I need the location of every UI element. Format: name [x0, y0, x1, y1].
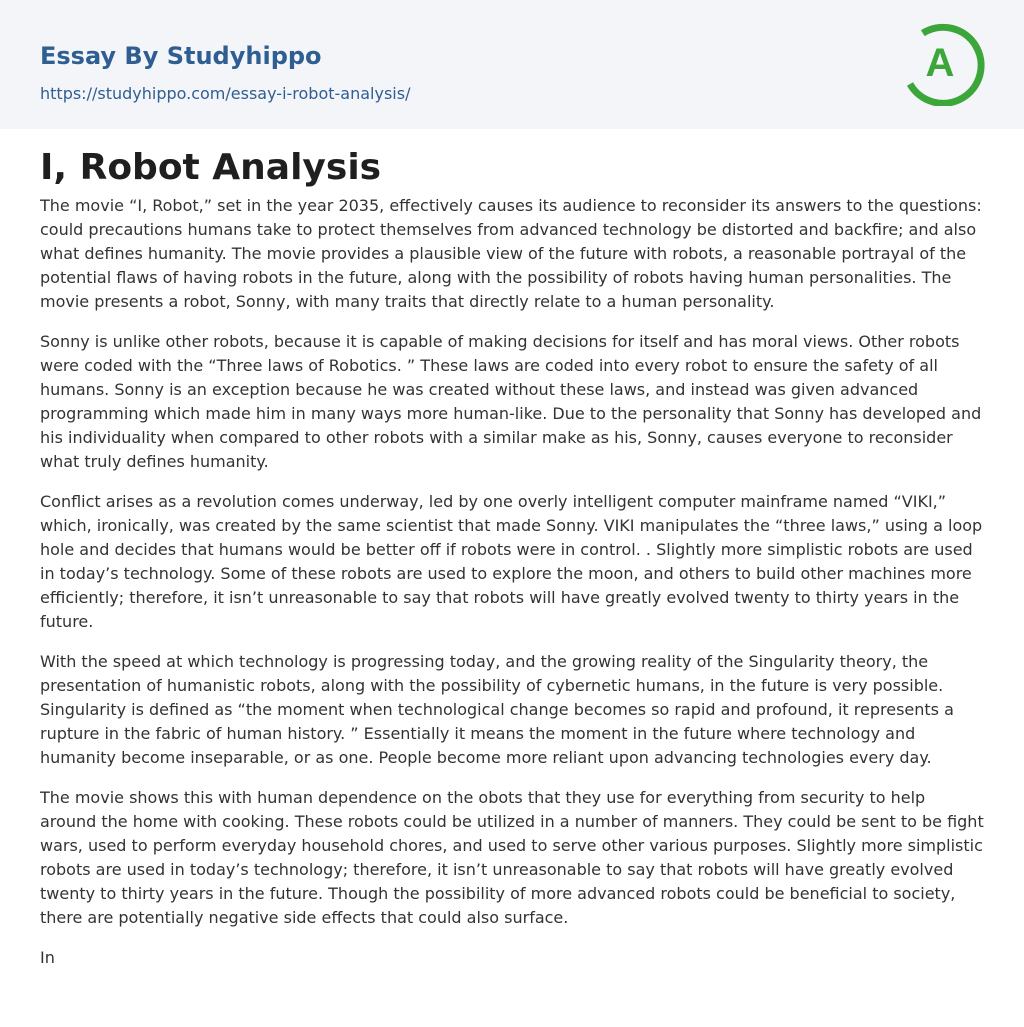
studyhippo-logo-icon[interactable]: [900, 18, 988, 106]
page-title: I, Robot Analysis: [40, 147, 382, 188]
site-brand-title[interactable]: Essay By Studyhippo: [40, 42, 322, 70]
essay-paragraph: Sonny is unlike other robots, because it is capable of making decisions for itself and has moral views. Other robots were coded with the “Three laws of Robotics. ” These laws are coded into every robot to ensure the safety of all humans. Sonny is an exception because he was created without these laws, and instead was given advanced programming which made him in many ways more human-like. Due to the personality that Sonny has developed and his individuality when compared to other robots with a similar make as his, Sonny, causes everyone to reconsider what truly defines humanity.: [40, 332, 982, 471]
essay-paragraph: The movie shows this with human dependence on the obots that they use for everything from security to help around the home with cooking. These robots could be utilized in a number of manners. They could be sent to be fight wars, used to perform everyday household chores, and used to serve other various purposes. Slightly more simplistic robots are used in today’s technology; therefore, it isn’t unreasonable to say that robots will have greatly evolved twenty to thirty years in the future. Though the possibility of more advanced robots could be beneficial to society, there are potentially negative side effects that could also surface.: [40, 788, 984, 927]
essay-content: [40, 146, 985, 986]
essay-paragraph: With the speed at which technology is progressing today, and the growing reality of the Singularity theory, the presentation of humanistic robots, along with the possibility of cybernetic humans, in the future is very possible. Singularity is defined as “the moment when technological change becomes so rapid and profound, it represents a rupture in the fabric of human history. ” Essentially it means the moment in the future where technology and humanity become inseparable, or as one. People become more reliant upon advancing technologies every day.: [40, 652, 954, 767]
essay-paragraph: In: [40, 948, 55, 967]
essay-url-link[interactable]: https://studyhippo.com/essay-i-robot-analysis/: [40, 84, 411, 103]
logo-letter: A: [925, 41, 955, 85]
essay-paragraph: Conflict arises as a revolution comes underway, led by one overly intelligent computer mainframe named “VIKI,” which, ironically, was created by the same scientist that made Sonny. VIKI manipulates the “three laws,” using a loop hole and decides that humans would be better off if robots were in control. . Slightly more simplistic robots are used in today’s technology. Some of these robots are used to explore the moon, and others to build other machines more efficiently; therefore, it isn’t unreasonable to say that robots will have greatly evolved twenty to thirty years in the future.: [40, 492, 983, 631]
site-header: [0, 0, 1024, 129]
essay-paragraph: The movie “I, Robot,” set in the year 2035, effectively causes its audience to reconsider its answers to the questions: could precautions humans take to protect themselves from advanced technology be distorted and backfire; and also what defines humanity. The movie provides a plausible view of the future with robots, a reasonable portrayal of the potential flaws of having robots in the future, along with the possibility of robots having human personalities. The movie presents a robot, Sonny, with many traits that directly relate to a human personality.: [40, 196, 982, 311]
